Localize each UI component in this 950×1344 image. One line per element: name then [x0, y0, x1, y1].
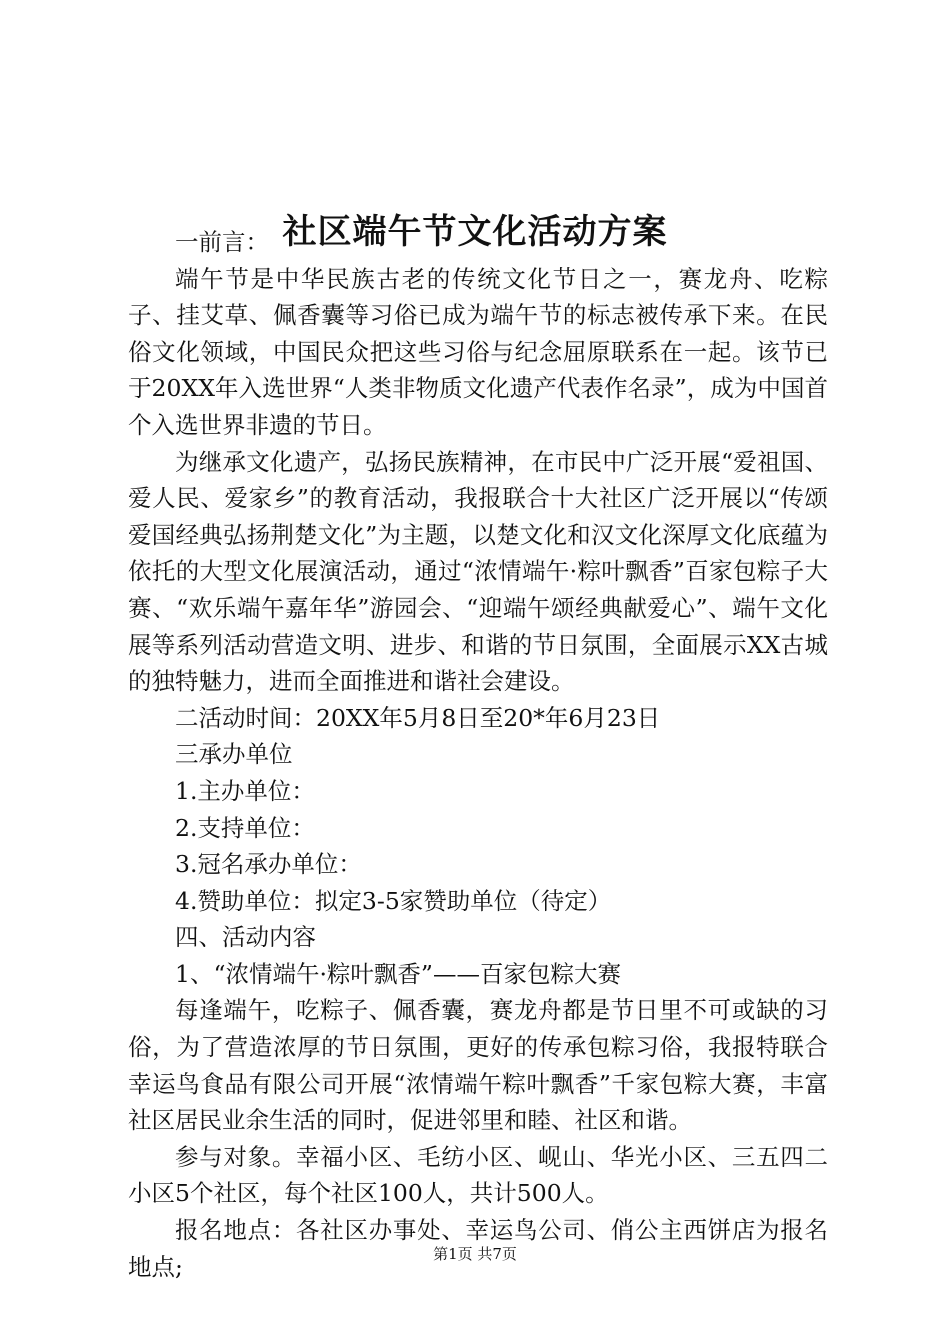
activity-time: 二活动时间：20XX年5月8日至20*年6月23日	[175, 703, 661, 732]
organizer-host: 1.主办单位：	[175, 776, 315, 805]
paragraph-intro: 端午节是中华民族古老的传统文化节日之一，赛龙舟、吃粽子、挂艾草、佩香囊等习俗已成为端午节的标志被传承下来。在民俗文化领域，中国民众把这些习俗与纪念屈原联系在一起。该节已于20XX年入选世界“人类非物质文化遗产代表作名录”，成为中国首个入选世界非遗的节日。	[128, 264, 828, 439]
paragraph-registration: 报名地点：各社区办事处、幸运鸟公司、俏公主西饼店为报名地点;	[128, 1216, 828, 1281]
section-heading-organizers: 三承办单位	[175, 740, 293, 769]
paragraph-purpose: 为继承文化遗产，弘扬民族精神，在市民中广泛开展“爱祖国、爱人民、爱家乡”的教育活动，我报联合十大社区广泛开展以“传颂爱国经典弘扬荆楚文化”为主题，以楚文化和汉文化深厚文化底蕴为依托的大型文化展演活动，通过“浓情端午·粽叶飘香”百家包粽子大赛、“欢乐端午嘉年华”游园会、“迎端午颂经典献爱心”、端午文化展等系列活动营造文明、进步、和谐的节日氛围，全面展示XX古城的独特魅力，进而全面推进和谐社会建设。	[128, 447, 828, 696]
document-title: 社区端午节文化活动方案	[282, 211, 668, 252]
section-heading-preface: 一前言：	[175, 228, 269, 256]
organizer-title-sponsor: 3.冠名承办单位：	[175, 850, 362, 879]
paragraph-participants: 参与对象。幸福小区、毛纺小区、岘山、华光小区、三五四二小区5个社区，每个社区100人，共计500人。	[128, 1142, 828, 1208]
page-footer: 第1页 共7页	[433, 1245, 517, 1263]
organizer-sponsors: 4.赞助单位：拟定3-5家赞助单位（待定）	[175, 886, 612, 915]
section-heading-content: 四、活动内容	[175, 923, 316, 952]
subheading-zongzi-contest: 1、“浓情端午·粽叶飘香”——百家包粽大赛	[175, 959, 621, 988]
document-body	[128, 224, 828, 1285]
paragraph-contest-description: 每逢端午，吃粽子、佩香囊，赛龙舟都是节日里不可或缺的习俗，为了营造浓厚的节日氛围，更好的传承包粽习俗，我报特联合幸运鸟食品有限公司开展“浓情端午粽叶飘香”千家包粽大赛，丰富社区居民业余生活的同时，促进邻里和睦、社区和谐。	[128, 996, 828, 1135]
organizer-support: 2.支持单位：	[175, 813, 315, 842]
